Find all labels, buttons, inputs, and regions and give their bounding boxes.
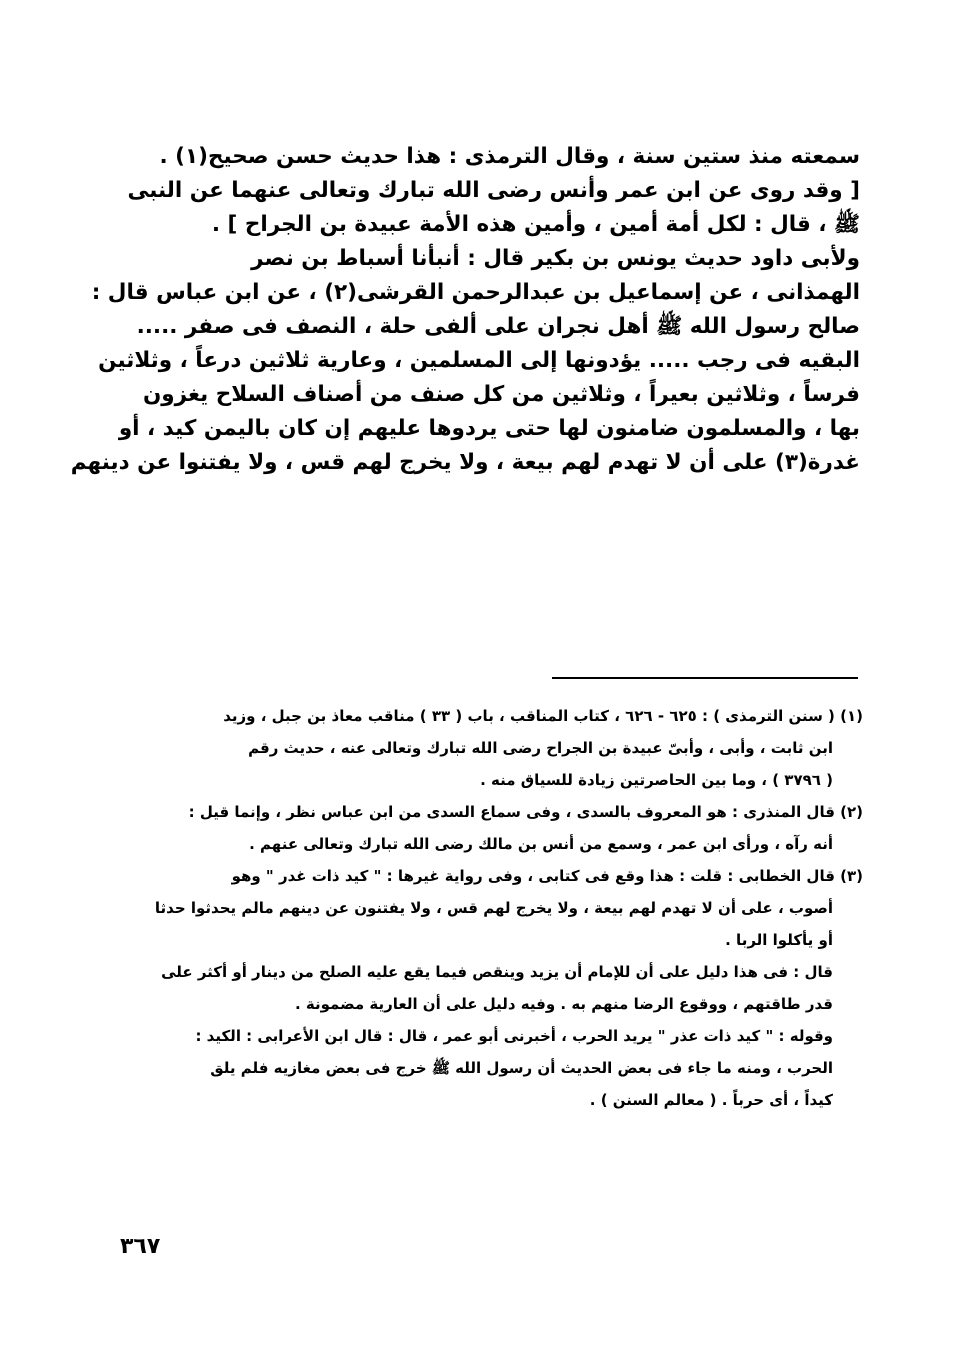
footnote-separator [552,677,858,679]
page-number: ٣٦٧ [120,1234,161,1259]
footnotes [118,700,863,1116]
footnote-line: ( ٣٧٩٦ ) ، وما بين الحاصرتين زيادة للسياق منه . [480,771,833,789]
footnote-line: (٣) قال الخطابى : قلت : هذا وقع فى كتابى ، وفى رواية غيرها : " كيد ذات غدر " وهو [231,867,863,885]
footnote-line: الحرب ، ومنه ما جاء فى بعض الحديث أن رسول الله ﷺ خرج فى بعض مغازيه فلم يلق [210,1059,833,1077]
body-line: البقيه فى رجب ..... يؤدونها إلى المسلمين ، وعارية ثلاثين درعاً ، وثلاثين [98,348,860,373]
footnote-line: (١) ( سنن الترمذى ) : ٦٢٥ - ٦٢٦ ، كتاب المناقب ، باب ( ٣٣ ) مناقب معاذ بن جبل ، وزيد [223,707,863,725]
body-line: غدرة(٣) على أن لا تهدم لهم بيعة ، ولا يخرج لهم قس ، ولا يفتنوا عن دينهم [70,450,860,475]
footnote-line: (٢) قال المنذرى : هو المعروف بالسدى ، وفى سماع السدى من ابن عباس نظر ، وإنما قيل : [188,803,863,821]
footnote-line: وقوله : " كيد ذات عذر " يريد الحرب ، أخبرنى أبو عمر ، قال : قال ابن الأعرابى : الكيد : [195,1027,833,1045]
footnote-line: ابن ثابت ، وأبى ، وأبىّ عبيدة بن الجراح رضى الله تبارك وتعالى عنه ، حديث رقم [248,739,833,757]
body-line: فرساً ، وثلاثين بعيراً ، وثلاثين من كل صنف من أصناف السلاح يغزون [142,382,860,407]
footnote-line: أو يأكلوا الربا . [725,931,833,949]
body-line: [ وقد روى عن ابن عمر وأنس رضى الله تبارك وتعالى عنهما عن النبى [127,178,860,203]
footnote-line: كيداً ، أى حرباً . ( معالم السنن ) . [589,1091,833,1109]
footnote-line: قال : فى هذا دليل على أن للإمام أن يزيد وينقص فيما يقع عليه الصلح من دينار أو أكثر على [161,963,833,981]
footnote-line: أنه رآه ، ورأى ابن عمر ، وسمع من أنس بن مالك رضى الله تبارك وتعالى عنهم . [249,835,833,853]
footnote-line: أصوب ، على أن لا تهدم لهم بيعة ، ولا يخرج لهم قس ، ولا يفتنون عن دينهم مالم يحدثوا حدثا [154,899,833,917]
body-line: ﷺ ، قال : لكل أمة أمين ، وأمين هذه الأمة عبيدة بن الجراح ] . [211,212,860,237]
body-line: صالح رسول الله ﷺ أهل نجران على ألفى حلة ، النصف فى صفر ..... [136,314,860,339]
body-line: سمعته منذ ستين سنة ، وقال الترمذى : هذا حديث حسن صحيح(١) . [159,144,860,169]
footnote-line: قدر طاقتهم ، ووقوع الرضا منهم به . وفيه دليل على أن العارية مضمونة . [294,995,833,1013]
main-text [70,140,860,480]
body-line: الهمذانى ، عن إسماعيل بن عبدالرحمن القرشى(٢) ، عن ابن عباس قال : [91,280,860,305]
body-line: ولأبى داود حديث يونس بن بكير قال : أنبأنا أسباط بن نصر [251,246,860,271]
body-line: بها ، والمسلمون ضامنون لها حتى يردوها عليهم إن كان باليمن كيد ، أو [118,416,860,441]
